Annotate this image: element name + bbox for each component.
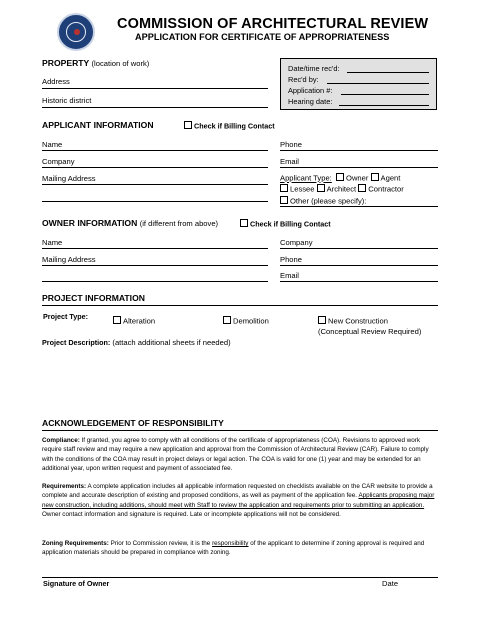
owner-signature-label: Signature of Owner [43,579,110,588]
new-construction-note: (Conceptual Review Required) [318,327,422,336]
owner-mailing-field[interactable] [42,265,268,266]
contractor-checkbox-icon[interactable] [358,184,366,192]
property-heading-note: (location of work) [91,59,150,68]
other-checkbox-icon[interactable] [280,196,288,204]
applicant-name-field[interactable] [42,150,268,151]
owner-phone-field[interactable] [280,265,438,266]
architect-checkbox-icon[interactable] [317,184,325,192]
applicant-phone-field[interactable] [280,150,438,151]
zoning-title: Zoning Requirements: [42,540,109,547]
applicant-type-label: Applicant Type: [280,173,332,183]
type-agent-label: Agent [380,173,401,183]
applicant-type-row-3 [280,196,366,206]
zoning-paragraph [42,539,436,558]
owner-billing-contact[interactable] [240,219,331,229]
project-description-note: (attach additional sheets if needed) [112,338,231,347]
applicant-billing-label: Check if Billing Contact [194,121,275,131]
owner-email-label: Email [280,271,299,280]
received-by-label: Rec'd by: [288,75,319,84]
type-lessee-label: Lessee [290,184,315,194]
lessee-checkbox-icon[interactable] [280,184,288,192]
applicant-email-field[interactable] [280,167,438,168]
owner-company-field[interactable] [280,248,438,249]
compliance-paragraph [42,436,436,474]
owner-heading [42,218,218,228]
requirements-text-1: A complete application includes all applicable information requested on checklists available on the CAR website to provide a complete and accurate description of existing and proposed conditions, as well as payment of the application fee. [42,483,433,500]
property-heading-text: PROPERTY [42,58,90,68]
signature-line[interactable] [42,577,438,578]
alteration-option[interactable] [113,316,155,326]
applicant-company-label: Company [42,157,75,166]
owner-phone-label: Phone [280,255,302,264]
new-construction-option[interactable] [318,316,388,326]
applicant-type-row [280,173,400,183]
historic-district-label: Historic district [42,96,92,105]
hearing-date-field[interactable] [339,105,429,106]
applicant-name-label: Name [42,140,63,149]
historic-district-field[interactable] [42,107,268,108]
type-other-label: Other (please specify): [290,196,367,206]
demolition-option[interactable] [223,316,269,326]
owner-name-field[interactable] [42,248,268,249]
address-label: Address [42,77,70,86]
new-construction-checkbox-icon[interactable] [318,316,326,324]
page-subtitle: APPLICATION FOR CERTIFICATE OF APPROPRIATENESS [135,32,390,42]
applicant-email-label: Email [280,157,299,166]
project-divider [42,305,438,306]
owner-mailing-label: Mailing Address [42,255,96,264]
applicant-mailing-field[interactable] [42,184,268,185]
owner-name-label: Name [42,238,63,247]
owner-company-label: Company [280,238,313,247]
applicant-billing-contact[interactable] [184,121,275,131]
type-contractor-label: Contractor [368,184,404,194]
requirements-text-2: Owner contact information and signature is required. Late or incomplete applications will not be considered. [42,511,341,519]
zoning-text-underlined: responsibility [212,540,249,547]
checkbox-icon[interactable] [184,121,192,129]
owner-checkbox-icon[interactable] [336,173,344,181]
owner-billing-label: Check if Billing Contact [250,219,331,229]
page-title: COMMISSION OF ARCHITECTURAL REVIEW [117,16,429,32]
project-description-label: Project Description: [42,338,111,347]
applicant-heading: APPLICANT INFORMATION [42,120,154,130]
owner-heading-text: OWNER INFORMATION [42,218,138,228]
project-heading: PROJECT INFORMATION [42,293,145,303]
applicant-mailing-field-2[interactable] [42,201,268,202]
new-construction-label: New Construction [328,316,388,326]
requirements-text-underlined: Applicants proposing major new construction, including additions, should meet with Staff to review the application and requirements prior to submitting an application. [42,492,435,509]
zoning-text-2: of the applicant to determine if zoning approval is required and application materials should be prepared in compliance with zoning. [42,540,425,557]
checkbox-icon[interactable] [240,219,248,227]
applicant-company-field[interactable] [42,167,268,168]
demolition-checkbox-icon[interactable] [223,316,231,324]
applicant-mailing-label: Mailing Address [42,174,96,183]
alteration-label: Alteration [123,316,156,326]
demolition-label: Demolition [233,316,269,326]
date-received-label: Date/time rec'd: [288,64,340,73]
address-field[interactable] [42,88,268,89]
applicant-type-other-field[interactable] [280,206,438,207]
zoning-text-1: Prior to Commission review, it is the [110,540,211,547]
hearing-date-label: Hearing date: [288,97,333,106]
requirements-paragraph [42,482,436,520]
alteration-checkbox-icon[interactable] [113,316,121,324]
office-use-box [280,58,437,110]
property-heading [42,58,149,68]
signature-date-label: Date [382,579,399,588]
applicant-type-row-2 [280,184,404,194]
owner-heading-note: (if different from above) [139,219,219,228]
received-by-field[interactable] [327,83,429,84]
acknowledgement-heading: ACKNOWLEDGEMENT OF RESPONSIBILITY [42,418,224,428]
date-received-field[interactable] [347,72,429,73]
type-owner-label: Owner [346,173,369,183]
application-number-field[interactable] [341,94,429,95]
applicant-phone-label: Phone [280,140,302,149]
requirements-title: Requirements: [42,483,87,490]
city-seal-logo [57,13,95,51]
compliance-title: Compliance: [42,437,80,444]
type-architect-label: Architect [326,184,357,194]
owner-mailing-field-2[interactable] [42,281,268,282]
project-type-label: Project Type: [43,312,88,321]
project-description-row [42,338,231,347]
application-number-label: Application #: [288,86,333,95]
project-description-area[interactable] [42,348,438,413]
acknowledgement-divider [42,430,438,431]
owner-email-field[interactable] [280,281,438,282]
compliance-text: If granted, you agree to comply with all conditions of the certificate of appropriateness (COA). Revisions to approved work require staff review and may require a new application and approval from the Commission of Architectural Review (CAR). Failure to comply with the conditions of the COA may result in project delays or legal action. The COA is valid for one (1) year and may be extended for an additional year, upon written request and payment of associated fee. [42,437,429,473]
seal-emblem [74,29,80,35]
agent-checkbox-icon[interactable] [371,173,379,181]
